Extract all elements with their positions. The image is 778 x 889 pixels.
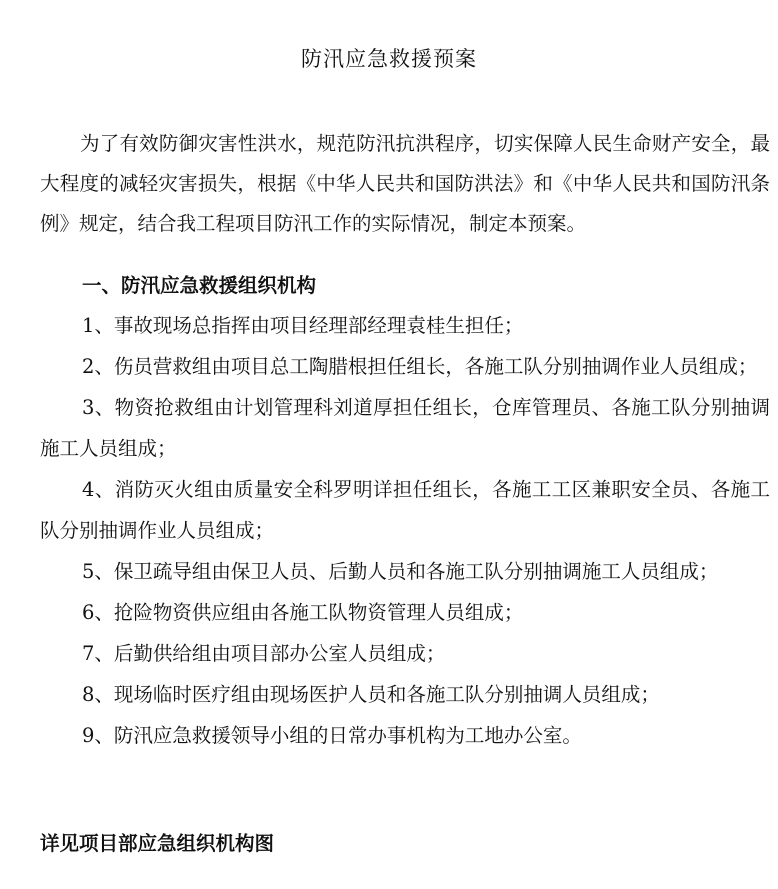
intro-paragraph: 为了有效防御灾害性洪水，规范防汛抗洪程序，切实保障人民生命财产安全，最大程度的减轻灾害损失，根据《中华人民共和国防洪法》和《中华人民共和国防汛条例》规定，结合我工程项目防汛工作的实际情况，制定本预案。 [40,132,770,235]
footer-note: 详见项目部应急组织机构图 [40,832,275,855]
list-item: 4、消防灭火组由质量安全科罗明详担任组长，各施工工区兼职安全员、各施工队分别抽调作业人员组成； [40,478,770,542]
list-item: 1、事故现场总指挥由项目经理部经理袁桂生担任； [82,314,524,337]
list-item: 7、后勤供给组由项目部办公室人员组成； [82,642,446,665]
section-heading: 一、防汛应急救援组织机构 [82,274,317,297]
list-item: 2、伤员营救组由项目总工陶腊根担任组长，各施工队分别抽调作业人员组成； [82,355,758,378]
list-item: 8、现场临时医疗组由现场医护人员和各施工队分别抽调人员组成； [82,683,660,706]
document-title: 防汛应急救援预案 [301,47,477,71]
list-item: 5、保卫疏导组由保卫人员、后勤人员和各施工队分别抽调施工人员组成； [82,560,719,583]
list-item: 9、防汛应急救援领导小组的日常办事机构为工地办公室。 [82,724,582,747]
organization-list [40,305,770,756]
list-item: 6、抢险物资供应组由各施工队物资管理人员组成； [82,601,524,624]
list-item: 3、物资抢救组由计划管理科刘道厚担任组长，仓库管理员、各施工队分别抽调施工人员组成； [40,396,770,460]
